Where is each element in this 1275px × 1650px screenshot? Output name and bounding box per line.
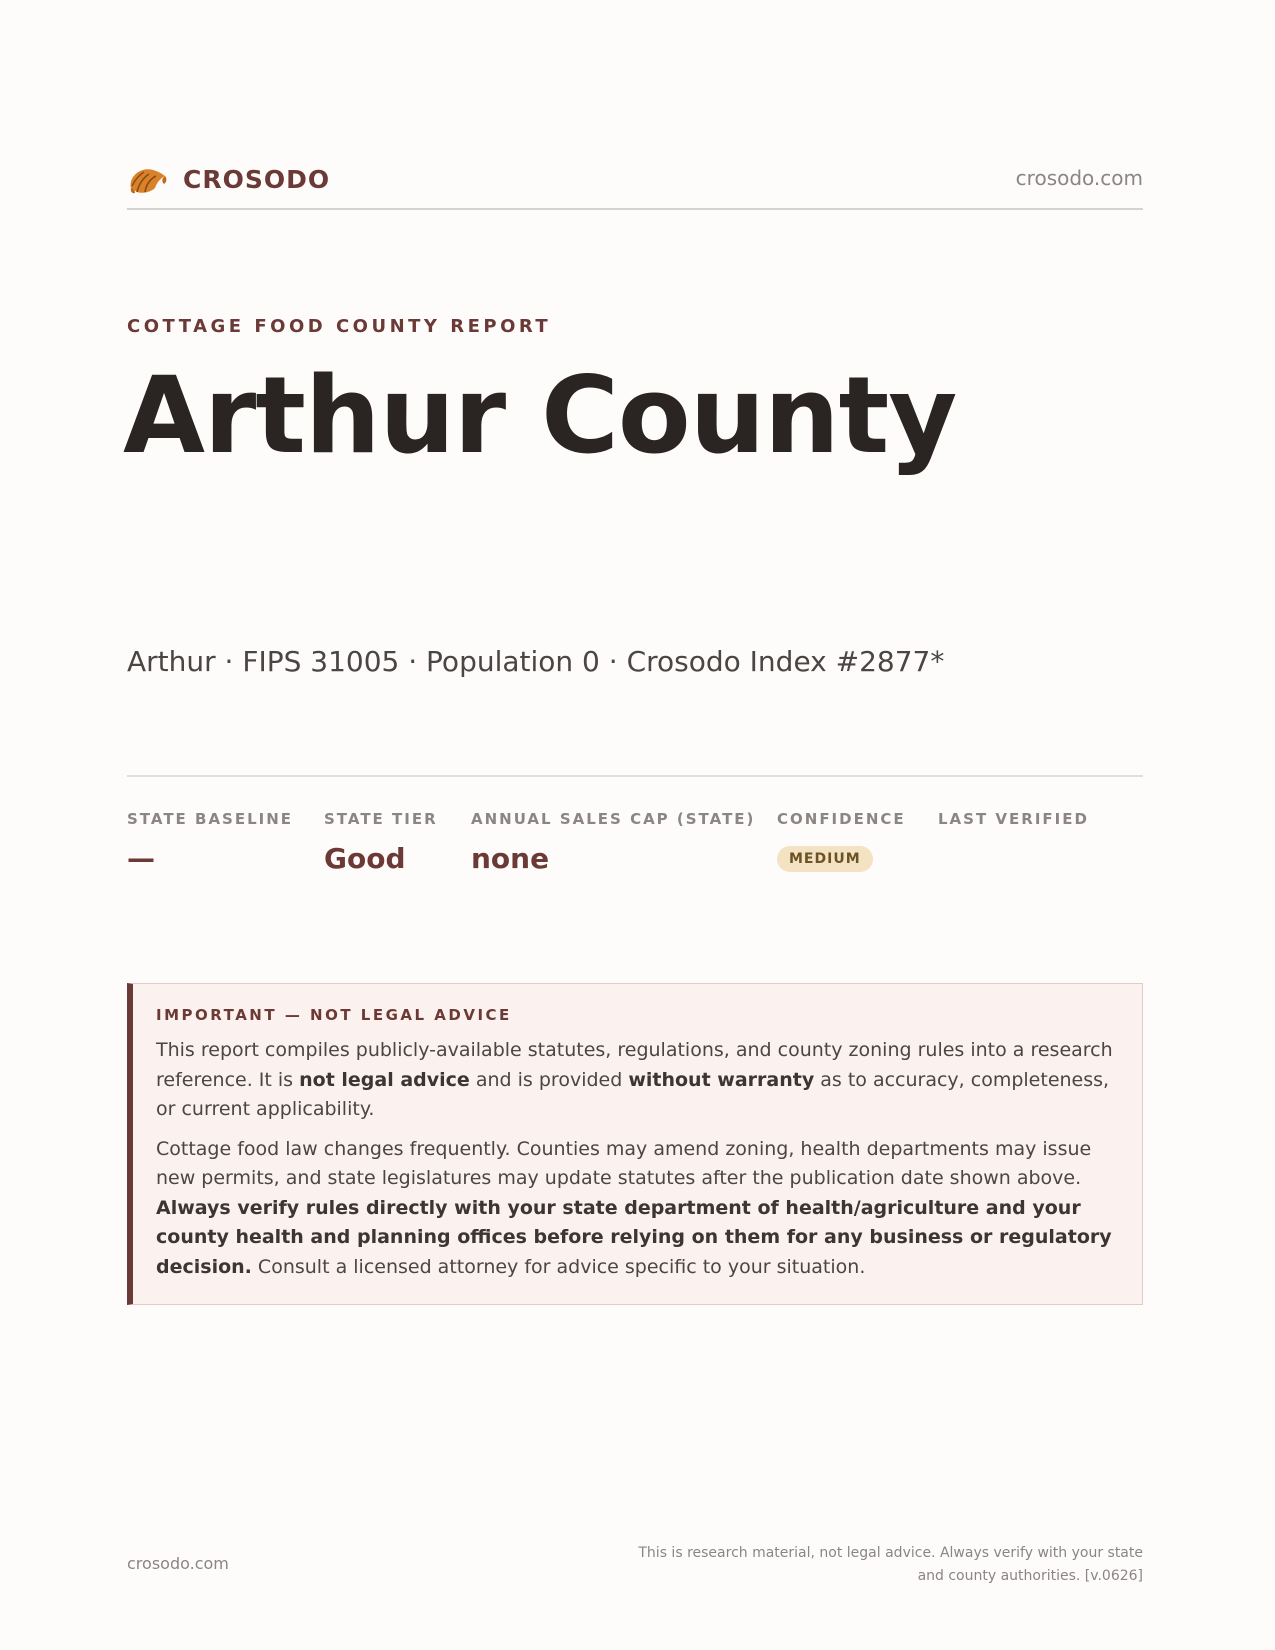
notice-text: and is provided bbox=[469, 1068, 629, 1091]
croissant-icon bbox=[127, 158, 169, 200]
notice-text: as to accuracy, completeness, or current applicability. bbox=[156, 1068, 1110, 1120]
stat-state-tier bbox=[324, 810, 438, 875]
stat-state-baseline bbox=[127, 810, 293, 875]
report-eyebrow: COTTAGE FOOD COUNTY REPORT bbox=[127, 316, 552, 337]
footer-disclaimer: This is research material, not legal advice. Always verify with your state and county authorities. [v.0626] bbox=[638, 1545, 1143, 1584]
stat-confidence bbox=[777, 810, 906, 872]
page-header bbox=[127, 158, 1143, 210]
stat-value: none bbox=[471, 842, 550, 875]
notice-emphasis: not legal advice bbox=[299, 1068, 470, 1091]
notice-title: IMPORTANT — NOT LEGAL ADVICE bbox=[156, 1006, 512, 1024]
stat-label: CONFIDENCE bbox=[777, 810, 906, 828]
stat-label: STATE TIER bbox=[324, 810, 438, 828]
notice-emphasis: without warranty bbox=[628, 1068, 815, 1091]
legal-notice bbox=[127, 983, 1143, 1305]
section-divider bbox=[127, 775, 1143, 777]
confidence-badge: MEDIUM bbox=[777, 846, 873, 872]
page-title: Arthur County bbox=[123, 354, 957, 477]
stat-label: STATE BASELINE bbox=[127, 810, 294, 828]
notice-text: Consult a licensed attorney for advice specific to your situation. bbox=[251, 1255, 866, 1278]
footer-site[interactable]: crosodo.com bbox=[127, 1554, 229, 1573]
brand-name: CROSODO bbox=[183, 164, 331, 194]
stat-label: ANNUAL SALES CAP (STATE) bbox=[471, 810, 756, 828]
stat-last-verified bbox=[938, 810, 1089, 842]
stat-annual-sales-cap bbox=[471, 810, 755, 875]
notice-paragraph bbox=[156, 1036, 1118, 1125]
site-link[interactable]: crosodo.com bbox=[1015, 166, 1143, 190]
stat-value: — bbox=[127, 842, 155, 875]
notice-paragraph bbox=[156, 1135, 1118, 1283]
notice-text: Cottage food law changes frequently. Counties may amend zoning, health departments may issue new permits, and state legislatures may update statutes after the publication date shown above. bbox=[156, 1137, 1092, 1189]
stat-label: LAST VERIFIED bbox=[938, 810, 1089, 828]
stat-value: Good bbox=[324, 842, 406, 875]
notice-text: This report compiles publicly-available statutes, regulations, and county zoning rules into a research reference. It is bbox=[156, 1039, 1113, 1091]
notice-emphasis: Always verify rules directly with your state department of health/agriculture and your county health and planning offices before relying on them for any business or regulatory decision. bbox=[156, 1196, 1112, 1278]
brand[interactable] bbox=[127, 158, 330, 200]
county-subtitle: Arthur · FIPS 31005 · Population 0 · Crosodo Index #2877* bbox=[127, 645, 945, 678]
